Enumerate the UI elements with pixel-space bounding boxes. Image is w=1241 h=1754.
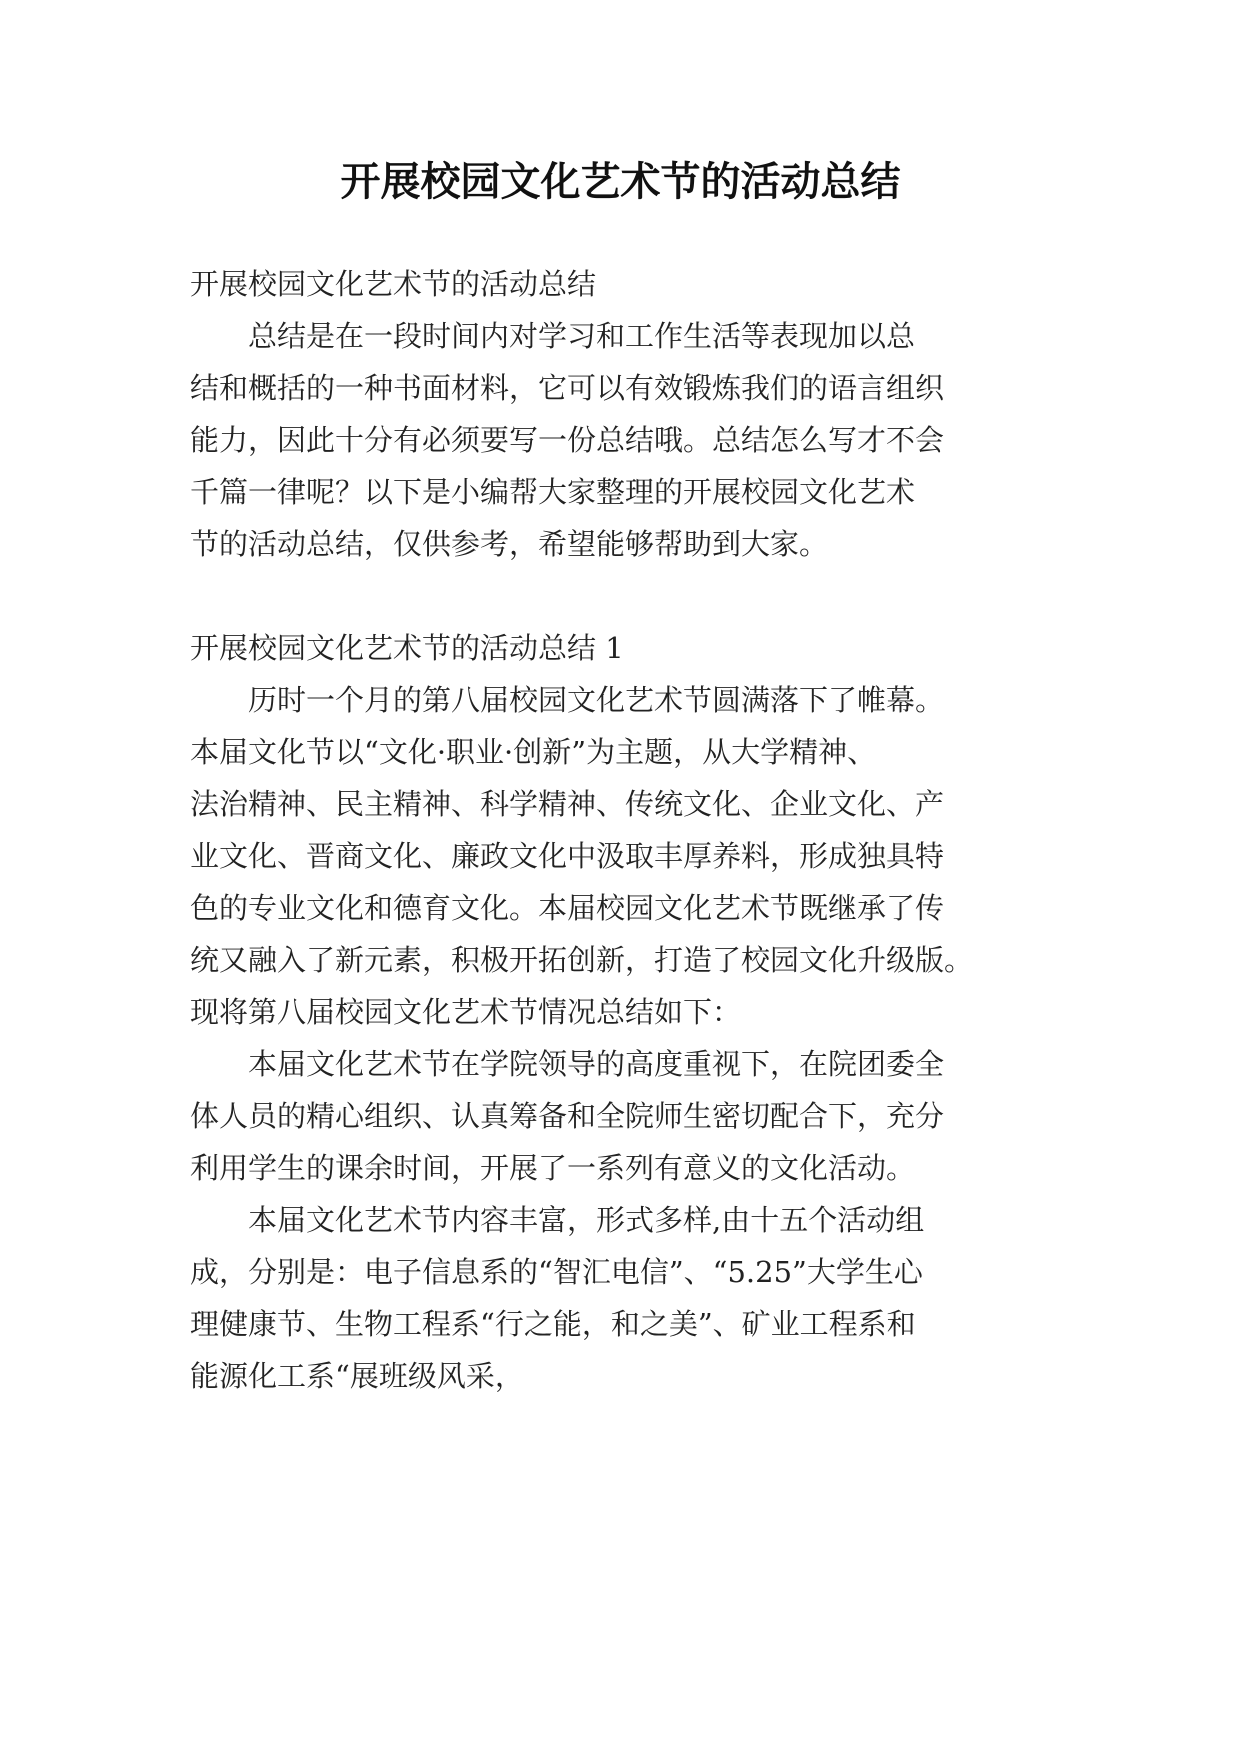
paragraph-line: 统又融入了新元素，积极开拓创新，打造了校园文化升级版。	[190, 943, 974, 977]
paragraph-line: 色的专业文化和德育文化。本届校园文化艺术节既继承了传	[190, 891, 945, 925]
paragraph-line: 历时一个月的第八届校园文化艺术节圆满落下了帷幕。	[190, 683, 945, 717]
paragraph-line: 结和概括的一种书面材料，它可以有效锻炼我们的语言组织	[190, 371, 945, 405]
paragraph-line: 现将第八届校园文化艺术节情况总结如下：	[190, 995, 742, 1029]
paragraph-line: 节的活动总结，仅供参考，希望能够帮助到大家。	[190, 527, 829, 561]
paragraph-line: 本届文化艺术节内容丰富，形式多样,由十五个活动组	[190, 1203, 925, 1237]
paragraph-line: 成，分别是：电子信息系的“智汇电信”、“5.25”大学生心	[190, 1255, 923, 1289]
paragraph-line: 本届文化艺术节在学院领导的高度重视下，在院团委全	[190, 1047, 945, 1081]
paragraph-line: 能源化工系“展班级风采，	[190, 1359, 524, 1393]
paragraph-line: 总结是在一段时间内对学习和工作生活等表现加以总	[190, 319, 916, 353]
paragraph-line: 法治精神、民主精神、科学精神、传统文化、企业文化、产	[190, 787, 945, 821]
paragraph-line: 千篇一律呢？以下是小编帮大家整理的开展校园文化艺术	[190, 475, 916, 509]
paragraph-line: 本届文化节以“文化·职业·创新”为主题，从大学精神、	[190, 735, 877, 769]
paragraph-line: 能力，因此十分有必须要写一份总结哦。总结怎么写才不会	[190, 423, 945, 457]
document-title: 开展校园文化艺术节的活动总结	[340, 159, 901, 205]
paragraph-line: 体人员的精心组织、认真筹备和全院师生密切配合下，充分	[190, 1099, 945, 1133]
paragraph-line: 业文化、晋商文化、廉政文化中汲取丰厚养料，形成独具特	[190, 839, 945, 873]
paragraph-line: 利用学生的课余时间，开展了一系列有意义的文化活动。	[190, 1151, 916, 1185]
section-heading: 开展校园文化艺术节的活动总结 1	[190, 631, 624, 665]
paragraph-line: 理健康节、生物工程系“行之能，和之美”、矿业工程系和	[190, 1307, 916, 1341]
section-heading: 开展校园文化艺术节的活动总结	[190, 267, 597, 301]
